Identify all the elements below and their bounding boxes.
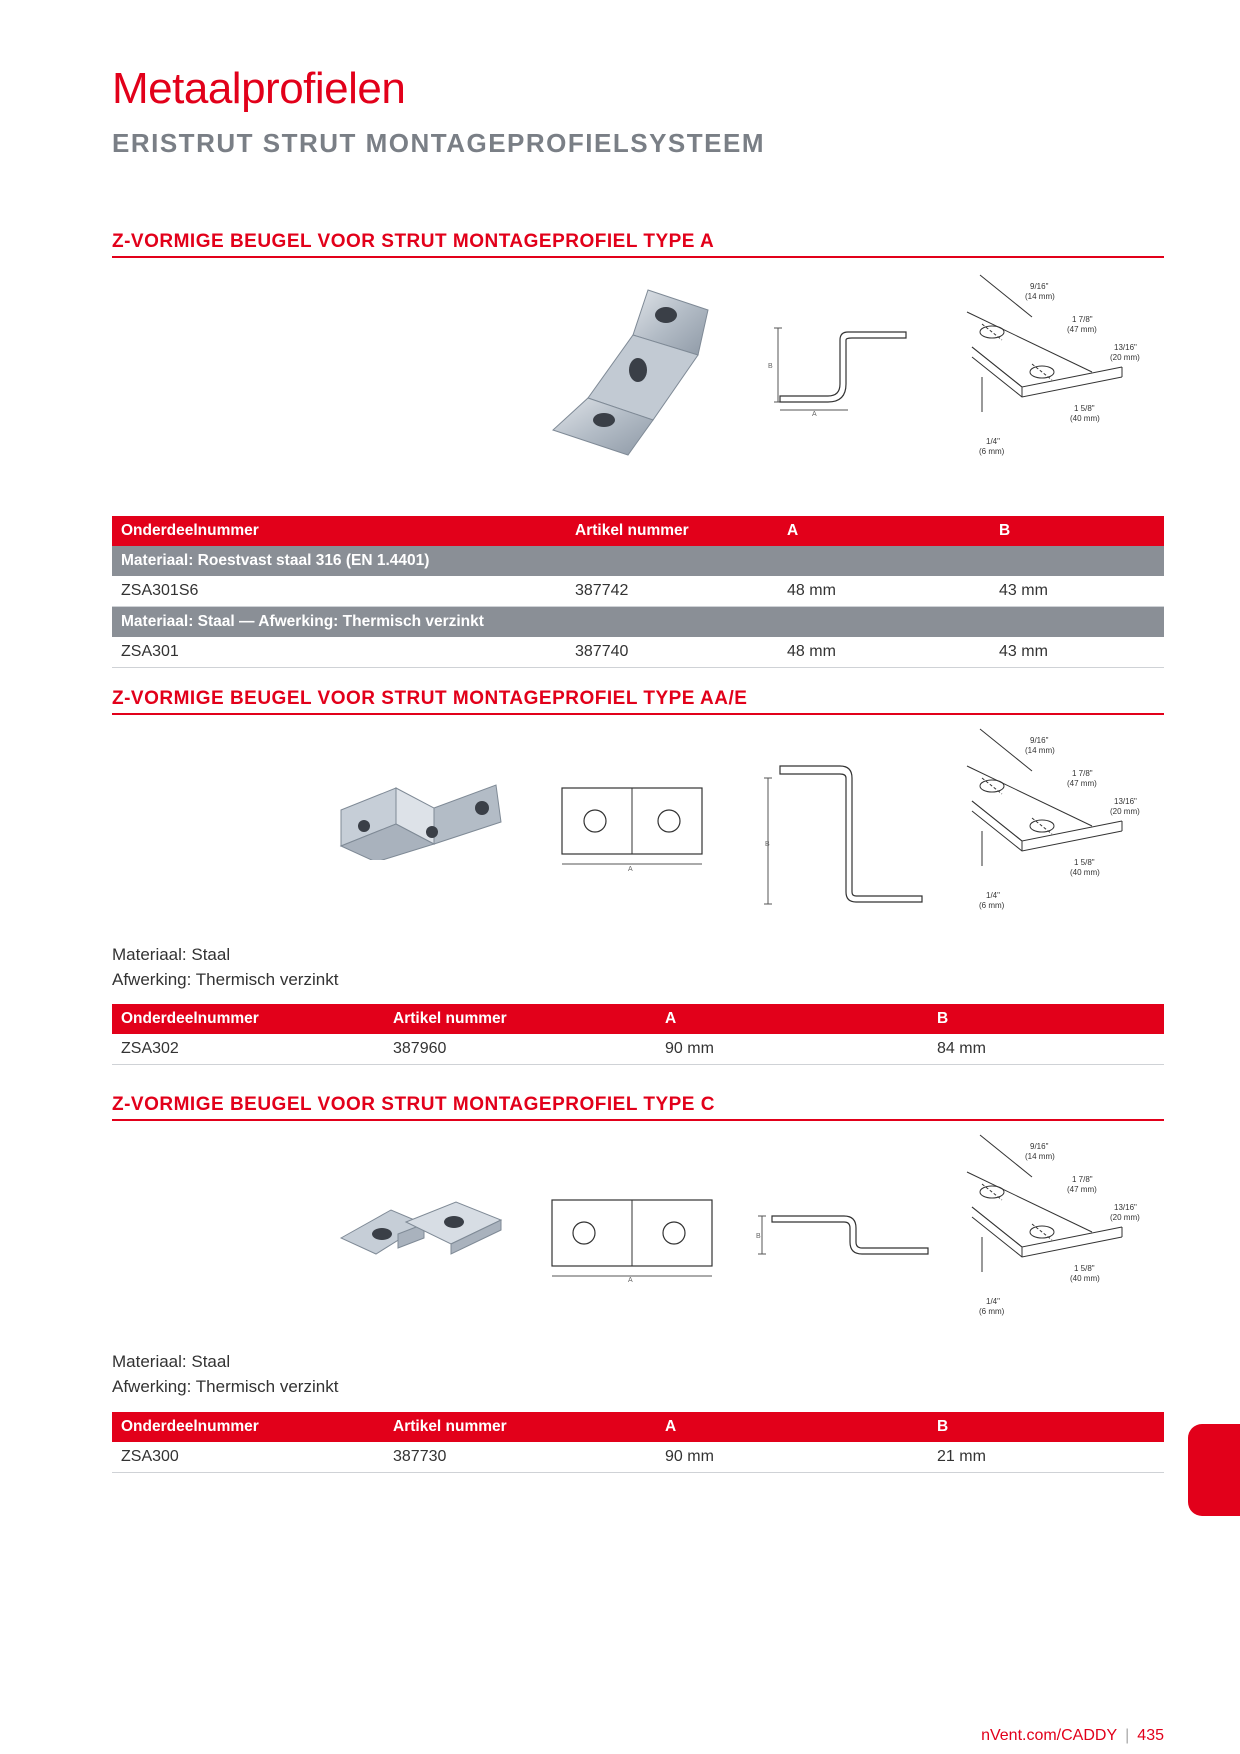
col-header-article-number: Artikel nummer — [566, 516, 778, 546]
dim-label-1-5-8: 1 5/8" — [1074, 404, 1095, 413]
product-image-type-a — [548, 280, 718, 460]
cell-part-number: ZSA301S6 — [112, 576, 566, 607]
top-drawing-type-c — [550, 1196, 720, 1282]
dim-label-a: A — [812, 411, 817, 418]
product-image-type-c — [336, 1198, 506, 1264]
side-drawing-type-aa-e — [756, 762, 926, 910]
dim-label-14mm: (14 mm) — [1025, 746, 1055, 755]
cell-article-number: 387740 — [566, 637, 778, 668]
dim-label-47mm: (47 mm) — [1067, 325, 1097, 334]
cell-part-number: ZSA300 — [112, 1442, 384, 1473]
cell-part-number: ZSA301 — [112, 637, 566, 668]
dim-label-1-4: 1/4" — [986, 1297, 1000, 1306]
material-info-type-c — [112, 1349, 338, 1399]
material-group-row: Materiaal: Staal — Afwerking: Thermisch verzinkt — [112, 607, 1164, 638]
dim-label-b: B — [765, 841, 770, 848]
material-line: Materiaal: Staal — [112, 1352, 231, 1371]
col-header-b: B — [928, 1412, 1164, 1442]
table-row — [112, 1442, 1164, 1473]
cell-b: 43 mm — [990, 637, 1164, 668]
dim-label-a: A — [628, 1277, 633, 1282]
dim-label-14mm: (14 mm) — [1025, 292, 1055, 301]
col-header-b: B — [990, 516, 1164, 546]
dim-label-40mm: (40 mm) — [1070, 414, 1100, 423]
dim-label-6mm: (6 mm) — [979, 1307, 1005, 1316]
dim-label-40mm: (40 mm) — [1070, 1274, 1100, 1283]
page-subtitle: ERISTRUT STRUT MONTAGEPROFIELSYSTEEM — [112, 128, 765, 158]
cell-b: 21 mm — [928, 1442, 1164, 1473]
table-row — [112, 576, 1164, 607]
finish-line: Afwerking: Thermisch verzinkt — [112, 1377, 339, 1396]
cell-article-number: 387730 — [384, 1442, 656, 1473]
dim-label-14mm: (14 mm) — [1025, 1152, 1055, 1161]
side-drawing-type-c — [756, 1208, 932, 1258]
table-row — [112, 637, 1164, 668]
col-header-a: A — [778, 516, 990, 546]
material-group-row: Materiaal: Roestvast staal 316 (EN 1.4401) — [112, 546, 1164, 576]
cell-a: 48 mm — [778, 576, 990, 607]
cell-b: 43 mm — [990, 576, 1164, 607]
col-header-part-number: Onderdeelnummer — [112, 1412, 384, 1442]
top-drawing-type-aa-e — [560, 784, 710, 874]
dim-label-13-16: 13/16" — [1114, 797, 1137, 806]
col-header-part-number: Onderdeelnummer — [112, 516, 566, 546]
dim-label-9-16: 9/16" — [1030, 282, 1049, 291]
dim-label-20mm: (20 mm) — [1110, 807, 1140, 816]
spec-table-type-c — [112, 1412, 1164, 1473]
hole-diagram-type-c — [962, 1132, 1142, 1324]
spec-table-type-a — [112, 516, 1164, 668]
col-header-b: B — [928, 1004, 1164, 1034]
section-title-type-c: Z-VORMIGE BEUGEL VOOR STRUT MONTAGEPROFIEL TYPE C — [112, 1094, 1164, 1121]
cell-a: 90 mm — [656, 1034, 928, 1065]
spec-table-type-aa-e — [112, 1004, 1164, 1065]
hole-diagram-type-a — [962, 272, 1142, 464]
dim-label-a: A — [628, 866, 633, 873]
cell-b: 84 mm — [928, 1034, 1164, 1065]
product-image-type-aa-e — [336, 780, 506, 860]
table-row — [112, 1034, 1164, 1065]
col-header-article-number: Artikel nummer — [384, 1004, 656, 1034]
cell-article-number: 387960 — [384, 1034, 656, 1065]
cell-a: 48 mm — [778, 637, 990, 668]
dim-label-1-5-8: 1 5/8" — [1074, 858, 1095, 867]
section-title-type-a: Z-VORMIGE BEUGEL VOOR STRUT MONTAGEPROFIEL TYPE A — [112, 231, 1164, 258]
page-title: Metaalprofielen — [112, 64, 406, 113]
dim-label-9-16: 9/16" — [1030, 1142, 1049, 1151]
dim-label-47mm: (47 mm) — [1067, 779, 1097, 788]
hole-diagram-type-aa-e — [962, 726, 1142, 918]
side-drawing-type-a — [756, 322, 916, 422]
dim-label-13-16: 13/16" — [1114, 1203, 1137, 1212]
section-title-type-aa-e: Z-VORMIGE BEUGEL VOOR STRUT MONTAGEPROFIEL TYPE AA/E — [112, 688, 1164, 715]
dim-label-1-4: 1/4" — [986, 891, 1000, 900]
cell-article-number: 387742 — [566, 576, 778, 607]
dim-label-6mm: (6 mm) — [979, 447, 1005, 456]
chapter-tab — [1188, 1424, 1240, 1516]
col-header-article-number: Artikel nummer — [384, 1412, 656, 1442]
dim-label-1-7-8: 1 7/8" — [1072, 315, 1093, 324]
dim-label-1-4: 1/4" — [986, 437, 1000, 446]
material-info-type-aa-e — [112, 942, 338, 992]
page-number: 435 — [1137, 1727, 1164, 1744]
finish-line: Afwerking: Thermisch verzinkt — [112, 970, 339, 989]
dim-label-1-7-8: 1 7/8" — [1072, 1175, 1093, 1184]
cell-part-number: ZSA302 — [112, 1034, 384, 1065]
footer-url-link[interactable]: nVent.com/CADDY — [981, 1727, 1118, 1744]
col-header-a: A — [656, 1412, 928, 1442]
page-footer — [981, 1727, 1164, 1745]
dim-label-13-16: 13/16" — [1114, 343, 1137, 352]
dim-label-1-5-8: 1 5/8" — [1074, 1264, 1095, 1273]
footer-separator: | — [1125, 1727, 1130, 1744]
dim-label-1-7-8: 1 7/8" — [1072, 769, 1093, 778]
col-header-part-number: Onderdeelnummer — [112, 1004, 384, 1034]
col-header-a: A — [656, 1004, 928, 1034]
dim-label-47mm: (47 mm) — [1067, 1185, 1097, 1194]
dim-label-40mm: (40 mm) — [1070, 868, 1100, 877]
dim-label-20mm: (20 mm) — [1110, 1213, 1140, 1222]
material-line: Materiaal: Staal — [112, 945, 231, 964]
dim-label-20mm: (20 mm) — [1110, 353, 1140, 362]
dim-label-6mm: (6 mm) — [979, 901, 1005, 910]
cell-a: 90 mm — [656, 1442, 928, 1473]
dim-label-9-16: 9/16" — [1030, 736, 1049, 745]
dim-label-b: B — [768, 363, 773, 370]
dim-label-b: B — [756, 1233, 761, 1240]
